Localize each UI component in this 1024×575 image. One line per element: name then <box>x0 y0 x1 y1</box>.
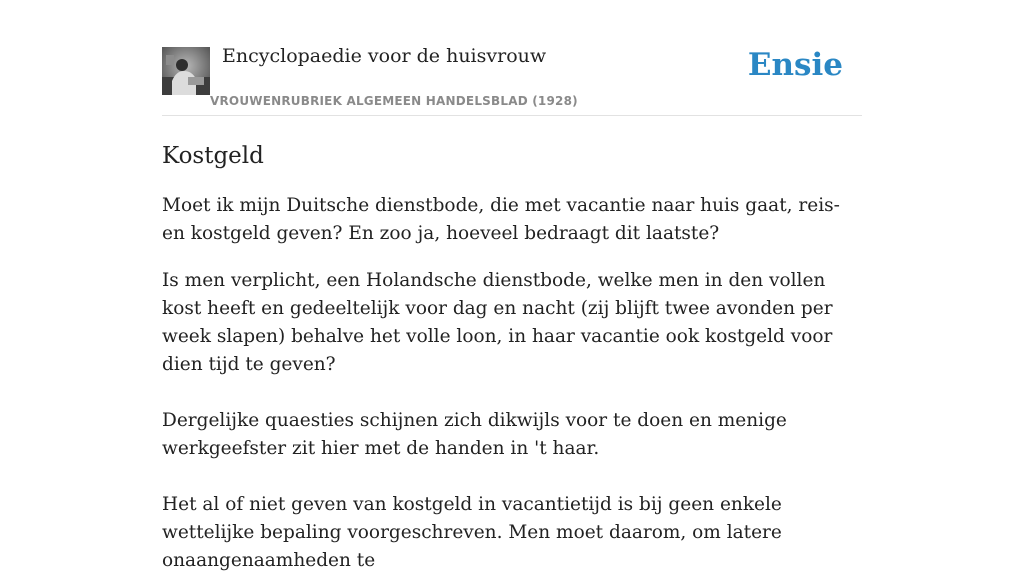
article-paragraph: Moet ik mijn Duitsche dienstbode, die met vacantie naar huis gaat, reis- en kostgeld geven? En zoo ja, hoeveel bedraagt dit laatste? <box>162 195 840 244</box>
site-title[interactable]: Encyclopaedie voor de huisvrouw <box>222 45 547 67</box>
site-header <box>162 0 862 116</box>
site-subtitle: VROUWENRUBRIEK ALGEMEEN HANDELSBLAD (1928) <box>210 94 578 108</box>
article-body <box>162 192 862 575</box>
avatar[interactable] <box>162 47 210 95</box>
article-title: Kostgeld <box>162 143 264 169</box>
brand-logo[interactable]: Ensie <box>747 47 843 83</box>
page <box>162 0 862 571</box>
article-paragraph: Het al of niet geven van kostgeld in vacantietijd is bij geen enkele wettelijke bepaling voorgeschreven. Men moet daarom, om latere onaangenaamheden te <box>162 494 782 571</box>
article-paragraph: Is men verplicht, een Holandsche dienstbode, welke men in den vollen kost heeft en gedeeltelijk voor dag en nacht (zij blijft twee avonden per week slapen) behalve het volle loon, in haar vacantie ook kostgeld voor dien tijd te geven? <box>162 270 833 375</box>
article-paragraph: Dergelijke quaesties schijnen zich dikwijls voor te doen en menige werkgeefster zit hier met de handen in 't haar. <box>162 410 787 459</box>
portrait-photo-icon <box>162 47 210 95</box>
